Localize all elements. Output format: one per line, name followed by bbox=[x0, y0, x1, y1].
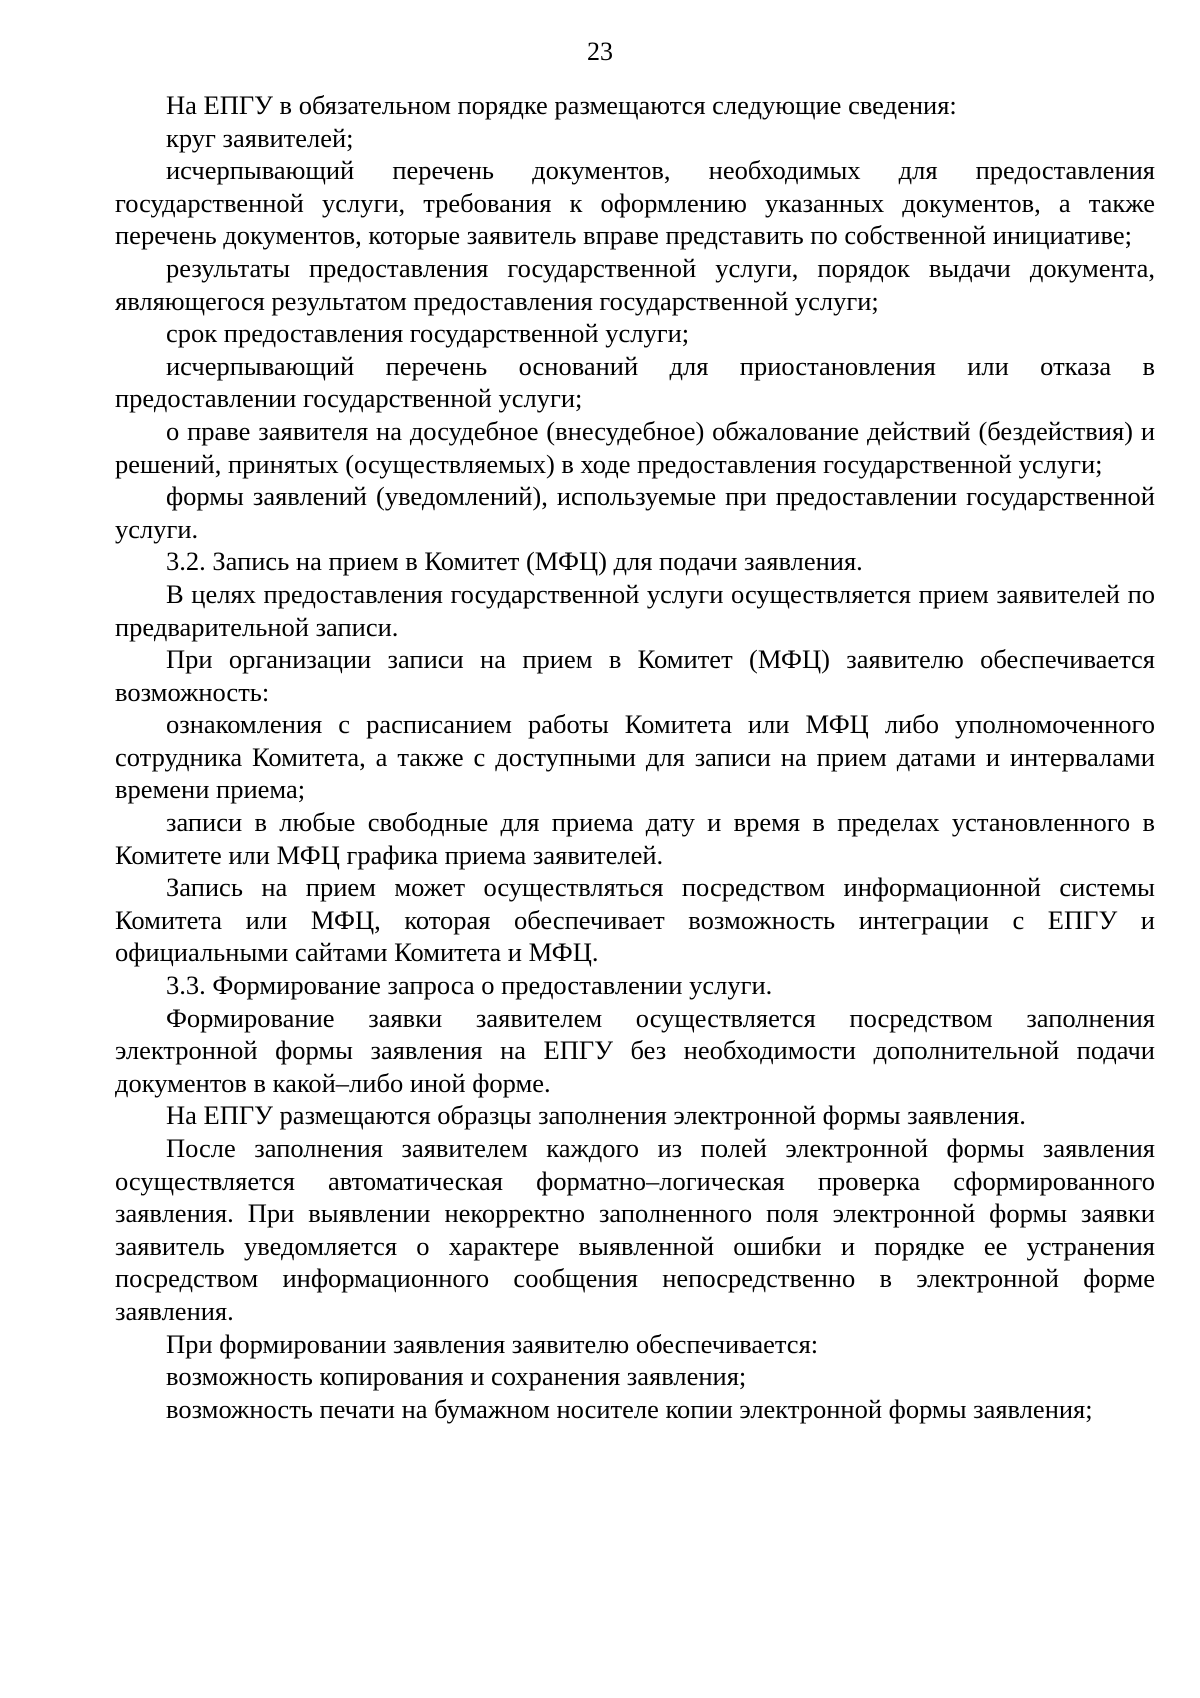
paragraph: исчерпывающий перечень документов, необходимых для предоставления государственной услуги, требования к оформлению указанных документов, а также перечень документов, которые заявитель вправе представить по собственной инициативе; bbox=[115, 155, 1155, 251]
paragraph: о праве заявителя на досудебное (внесудебное) обжалование действий (бездействия) и решений, принятых (осуществляемых) в ходе предоставления государственной услуги; bbox=[115, 415, 1155, 479]
paragraph: результаты предоставления государственной услуги, порядок выдачи документа, являющегося результатом предоставления государственной услуги; bbox=[115, 252, 1155, 316]
paragraph: Запись на прием может осуществляться посредством информационной системы Комитета или МФЦ, которая обеспечивает возможность интеграции с ЕПГУ и официальными сайтами Комитета и МФЦ. bbox=[115, 872, 1155, 968]
section-heading: 3.3. Формирование запроса о предоставлении услуги. bbox=[166, 970, 773, 1001]
paragraph: круг заявителей; bbox=[166, 122, 354, 153]
page-number: 23 bbox=[587, 37, 613, 66]
paragraph: При формировании заявления заявителю обеспечивается: bbox=[166, 1328, 819, 1359]
paragraph: возможность печати на бумажном носителе копии электронной формы заявления; bbox=[166, 1393, 1093, 1424]
paragraph: После заполнения заявителем каждого из полей электронной формы заявления осуществляется автоматическая форматно–логическая проверка сформированного заявления. При выявлении некорректно заполненного поля электронной формы заявки заявитель уведомляется о характере выявленной ошибки и порядке ее устранения посредством информационного сообщения непосредственно в электронной форме заявления. bbox=[115, 1133, 1155, 1326]
section-heading: 3.2. Запись на прием в Комитет (МФЦ) для подачи заявления. bbox=[166, 546, 863, 577]
paragraph: На ЕПГУ размещаются образцы заполнения электронной формы заявления. bbox=[166, 1100, 1026, 1131]
paragraph: срок предоставления государственной услуги; bbox=[166, 318, 690, 349]
paragraph: формы заявлений (уведомлений), используемые при предоставлении государственной услуги. bbox=[115, 481, 1155, 544]
paragraph: В целях предоставления государственной услуги осуществляется прием заявителей по предварительной записи. bbox=[115, 578, 1155, 642]
document-body bbox=[115, 89, 1155, 1425]
paragraph: На ЕПГУ в обязательном порядке размещаются следующие сведения: bbox=[166, 90, 957, 120]
paragraph: возможность копирования и сохранения заявления; bbox=[166, 1361, 747, 1392]
paragraph: Формирование заявки заявителем осуществляется посредством заполнения электронной формы заявления на ЕПГУ без необходимости дополнительной подачи документов в какой–либо иной форме. bbox=[115, 1002, 1155, 1098]
paragraph: ознакомления с расписанием работы Комитета или МФЦ либо уполномоченного сотрудника Комитета, а также с доступными для записи на прием датами и интервалами времени приема; bbox=[115, 709, 1155, 805]
paragraph: При организации записи на прием в Комитет (МФЦ) заявителю обеспечивается возможность: bbox=[115, 644, 1155, 707]
paragraph: исчерпывающий перечень оснований для приостановления или отказа в предоставлении государственной услуги; bbox=[115, 350, 1155, 414]
paragraph: записи в любые свободные для приема дату и время в пределах установленного в Комитете или МФЦ графика приема заявителей. bbox=[115, 807, 1155, 870]
